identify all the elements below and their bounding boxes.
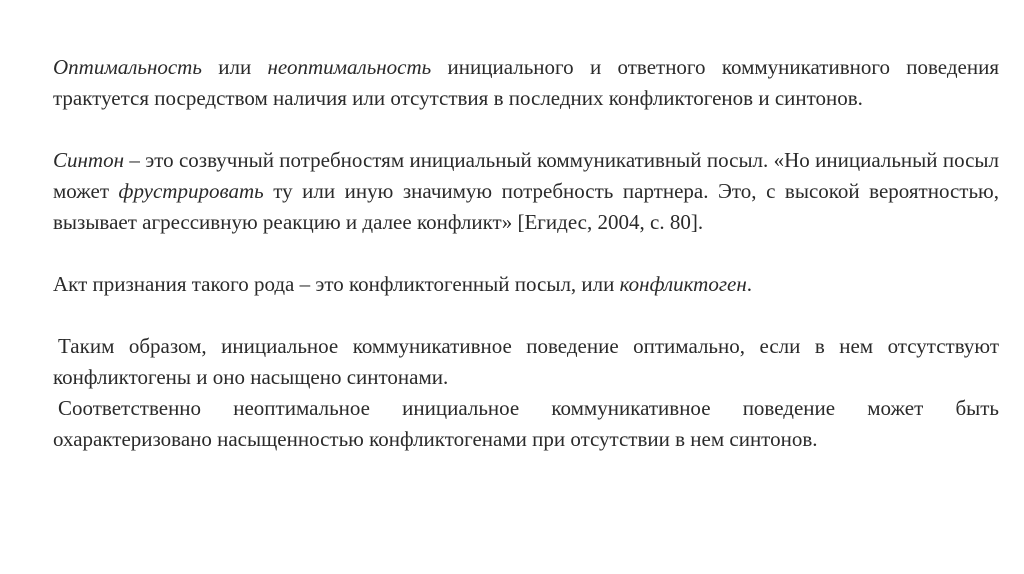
text: . [746,272,753,296]
paragraph-non-optimal [53,393,999,455]
text: Акт признания такого рода – это конфликтогенный посыл, или [53,272,620,296]
paragraph-optimality [53,52,999,114]
text: – это созвучный потребностям инициальный коммуникативный посыл. «Но инициальный посыл может [53,148,999,203]
text: инициального и ответного коммуникативного поведения трактуется посредством наличия или отсутствия в последних конфликтогенов и синтонов. [53,55,999,110]
text: Соответственно неоптимальное инициальное коммуникативное поведение может быть охарактеризовано насыщенностью конфликтогенами при отсутствии в нем синтонов. [53,396,999,451]
term-non-optimality: неоптимальность [267,55,432,79]
text: ту или иную значимую потребность партнера. Это, с высокой вероятностью, вызывает агрессивную реакцию и далее конфликт» [Егидес, 2004, с. 80]. [53,179,999,234]
paragraph-conclusion [53,331,999,393]
term-optimality: Оптимальность [53,55,202,79]
slide-content [53,52,999,455]
term-conflictogen: конфликтоген [619,272,747,296]
text: Таким образом, инициальное коммуникативное поведение оптимально, если в нем отсутствуют конфликтогены и оно насыщено синтонами. [53,334,999,389]
term-frustrate: фрустрировать [118,179,264,203]
paragraph-synton [53,145,999,238]
paragraph-conflictogen [53,269,999,300]
text: или [201,55,268,79]
term-synton: Синтон [53,148,125,172]
